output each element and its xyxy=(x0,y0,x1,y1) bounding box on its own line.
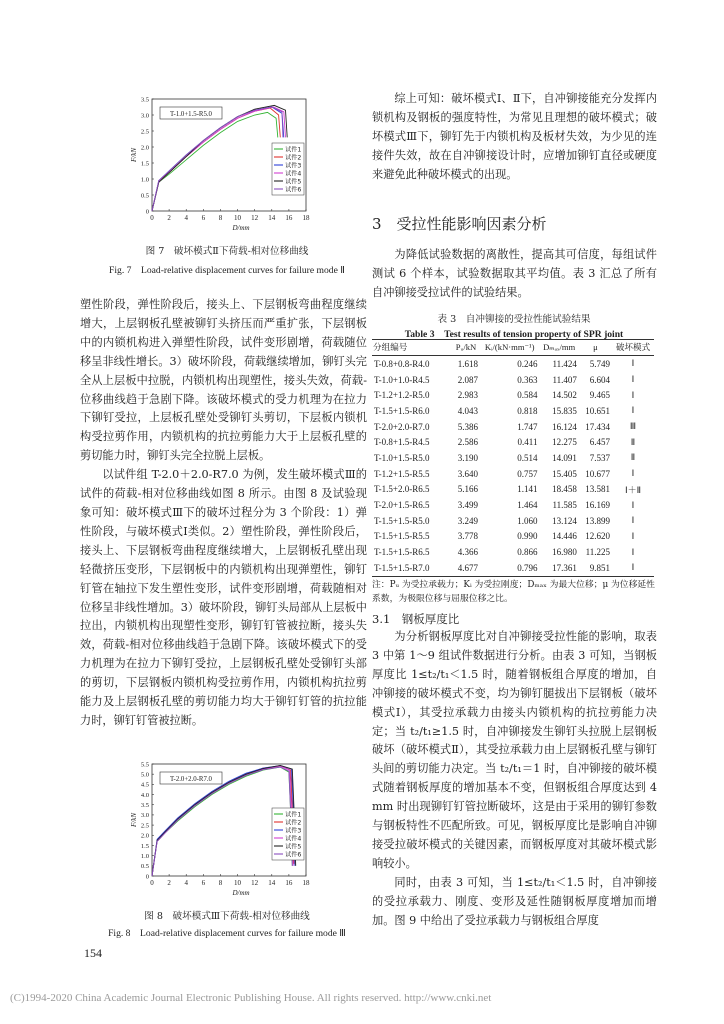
table-header-cell: 破坏模式 xyxy=(612,340,654,356)
chart-fig8-y-tick-label: 0.5 xyxy=(140,863,149,871)
table-cell: 16.124 xyxy=(552,421,577,432)
table-cell: 6.604 xyxy=(589,374,611,385)
right-paragraph-4: 同时，由表 3 可知，当 1≤t₂/t₁＜1.5 时，自冲铆接的受拉承载力、刚度、变形及延性随钢板厚度增加而增加。图 9 中给出了受拉承载力与钢板组合厚度 xyxy=(372,875,657,927)
table-row xyxy=(372,450,654,466)
right-column-top xyxy=(372,90,657,185)
chart-fig8-x-tick-label: 12 xyxy=(251,879,259,887)
chart-fig7-x-tick-label: 0 xyxy=(150,214,154,222)
chart-fig7-series-line xyxy=(152,112,278,211)
table-cell: 9.465 xyxy=(589,390,611,401)
chart-fig8-legend-label: 试件3 xyxy=(285,827,302,835)
chart-fig7-series-line xyxy=(152,107,283,211)
table-cell: 0.246 xyxy=(517,358,538,369)
table-cell: 0.796 xyxy=(480,560,539,576)
chart-fig8-y-axis-label: F/kN xyxy=(130,813,138,827)
table-cell: 2.983 xyxy=(457,390,478,401)
chart-fig7-y-axis-label: F/kN xyxy=(130,148,138,162)
figure-7-caption-cn: 图 7 破坏模式Ⅱ下荷载-相对位移曲线 xyxy=(145,246,309,257)
table-cell: T-1.5+1.5-R5.0 xyxy=(374,515,430,526)
chart-fig8-legend-label: 试件1 xyxy=(285,811,302,819)
chart-fig8-x-tick-label: 6 xyxy=(201,879,206,887)
table-cell: 18.458 xyxy=(552,484,577,495)
table-cell: Ⅰ xyxy=(631,358,635,369)
table-3 xyxy=(372,339,654,577)
chart-fig8-x-tick-label: 4 xyxy=(184,879,188,887)
table-row xyxy=(372,434,654,450)
chart-fig8-x-tick-label: 2 xyxy=(167,879,171,887)
chart-fig8-y-tick-label: 1.0 xyxy=(140,852,149,860)
table-cell: 5.749 xyxy=(589,358,611,369)
chart-fig7-y-tick-label: 0 xyxy=(145,208,149,216)
table-cell: 4.677 xyxy=(452,560,480,576)
table-cell: Ⅲ xyxy=(629,421,637,432)
chart-fig7-y-tick-label: 3.5 xyxy=(140,96,149,104)
table-cell: 0.818 xyxy=(517,405,538,416)
chart-fig8-y-tick-label: 1.5 xyxy=(140,842,149,850)
table-cell: 3.499 xyxy=(457,500,478,511)
table-header-row xyxy=(372,340,654,356)
table-cell: 0.757 xyxy=(517,468,538,479)
table-cell: T-2.0+2.0-R7.0 xyxy=(374,421,430,432)
chart-fig8-y-tick-label: 4.5 xyxy=(140,781,149,789)
table-cell: 1.618 xyxy=(457,358,478,369)
figure-8-caption-en: Fig. 8 Load-relative displacement curves for failure mode Ⅲ xyxy=(108,928,346,939)
table-cell: Ⅰ xyxy=(631,530,635,541)
table-cell: 17.361 xyxy=(539,560,578,576)
chart-fig7-legend-label: 试件1 xyxy=(285,146,302,154)
table-cell: 13.899 xyxy=(585,515,611,526)
table-row xyxy=(372,372,654,388)
table-cell: T-1.0+1.0-R4.5 xyxy=(374,374,430,385)
chart-fig7-x-tick-label: 2 xyxy=(167,214,171,222)
chart-fig8-legend-label: 试件5 xyxy=(285,843,302,851)
table-cell: 0.514 xyxy=(517,452,538,463)
table-cell: 0.411 xyxy=(517,437,538,448)
table-cell: Ⅰ xyxy=(631,515,635,526)
chart-fig7-y-tick-label: 1.0 xyxy=(140,176,149,184)
figure-8-caption-cn: 图 8 破坏模式Ⅲ下荷载-相对位移曲线 xyxy=(144,911,310,922)
table-cell: T-0.8+1.5-R4.5 xyxy=(374,437,430,448)
table-cell: 1.141 xyxy=(517,484,538,495)
table-header-cell: Dₘₐₓ/mm xyxy=(539,340,578,356)
table-cell: 4.366 xyxy=(457,547,478,558)
chart-fig7-series-line xyxy=(152,108,280,211)
table-cell: T-1.5+1.5-R6.5 xyxy=(374,547,430,558)
table-row xyxy=(372,513,654,529)
table-3-note: 注：Pᵤ 为受拉承载力；Kᵢ 为受拉刚度；Dₘₐₓ 为最大位移；μ 为位移延性系数，为极限位移与屈服位移之比。 xyxy=(372,580,655,604)
table-cell: 15.835 xyxy=(552,405,577,416)
table-cell: T-1.0+1.5-R5.0 xyxy=(374,452,430,463)
right-column-body xyxy=(372,628,657,931)
table-cell: 11.585 xyxy=(552,500,577,511)
table-header-cell: Pᵤ/kN xyxy=(452,340,480,356)
chart-fig8-y-tick-label: 0 xyxy=(145,873,149,881)
table-3-title-cn: 表 3 自冲铆接的受拉性能试验结果 xyxy=(437,314,591,325)
table-cell: Ⅰ xyxy=(631,546,635,557)
table-cell: T-0.8+0.8-R4.0 xyxy=(374,358,430,369)
table-cell: 0.584 xyxy=(517,390,538,401)
figure-7-caption-en: Fig. 7 Load-relative displacement curves for failure mode Ⅱ xyxy=(109,265,345,276)
chart-fig7-x-tick-label: 6 xyxy=(201,214,206,222)
table-cell: 6.457 xyxy=(589,437,611,448)
table-cell: 9.851 xyxy=(579,560,612,576)
table-row xyxy=(372,544,654,560)
table-header-cell: μ xyxy=(579,340,612,356)
table-cell: 11.225 xyxy=(585,547,611,558)
table-cell: 14.502 xyxy=(552,390,577,401)
chart-fig7-legend-label: 试件4 xyxy=(285,170,302,178)
chart-fig7-x-tick-label: 10 xyxy=(234,214,242,222)
chart-fig7-series-line xyxy=(152,105,287,211)
table-cell: 3.640 xyxy=(457,468,478,479)
left-paragraph-1: 塑性阶段，弹性阶段后，接头上、下层钢板弯曲程度继续增大，上层钢板孔壁被铆钉头挤压而严重扩张，下层钢板中的内锁机构进入弹塑性阶段，试件变形剧增，荷载随位移呈非线性增长。3）破坏阶段，荷载继续增加，铆钉头完全从上层板中拉脱，内锁机构出现塑性，接头失效，荷载-位移曲线趋于急剧下降。该破坏模式的受力机理为在拉力下铆钉受拉，上层板孔壁处受铆钉头剪切，下层板内锁机构受拉剪作用，内锁机构的抗拉剪能力大于上层板孔壁的剪切能力时，铆钉头完全拉脱上层板。 xyxy=(80,298,367,463)
chart-fig7-x-tick-label: 12 xyxy=(251,214,259,222)
table-cell: 3.249 xyxy=(457,515,478,526)
chart-fig8-legend-label: 试件2 xyxy=(285,819,302,827)
table-cell: Ⅱ xyxy=(630,436,636,447)
table-row xyxy=(372,387,654,403)
table-cell: 0.990 xyxy=(517,531,538,542)
section-title: 3 受拉性能影响因素分析 xyxy=(372,215,547,233)
chart-fig8-x-tick-label: 16 xyxy=(285,879,293,887)
table-row xyxy=(372,497,654,513)
table-cell: 0.866 xyxy=(517,547,538,558)
table-cell: Ⅰ xyxy=(631,499,635,510)
table-cell: 17.434 xyxy=(585,421,611,432)
right-paragraph-1: 综上可知：破坏模式Ⅰ、Ⅱ下，自冲铆接能充分发挥内锁机构及钢板的强度特性，为常见且理想的破坏模式；破坏模式Ⅲ下，铆钉先于内锁机构及板材失效，为少见的连接件失效，故在自冲铆接设计时，应增加铆钉直径或硬度来避免此种破坏模式的出现。 xyxy=(372,92,657,181)
table-row xyxy=(372,560,654,576)
table-cell: 13.581 xyxy=(585,484,611,495)
table-3-title-en: Table 3 Test results of tension property of SPR joint xyxy=(404,329,624,340)
table-cell: 0.363 xyxy=(517,374,538,385)
chart-fig8-y-tick-label: 4.0 xyxy=(140,791,149,799)
table-cell: 11.407 xyxy=(552,374,577,385)
left-column xyxy=(80,296,367,731)
figure-8-chart xyxy=(130,760,330,900)
subsection-title: 3.1 钢板厚度比 xyxy=(372,612,460,626)
right-column-intro xyxy=(372,246,657,303)
table-row xyxy=(372,403,654,419)
table-cell: 3.778 xyxy=(457,531,478,542)
table-cell: 14.446 xyxy=(552,531,577,542)
chart-fig7-legend-label: 试件6 xyxy=(285,186,302,194)
chart-fig7-y-tick-label: 3.0 xyxy=(140,112,149,120)
table-cell: 11.424 xyxy=(552,358,577,369)
chart-fig7-x-tick-label: 16 xyxy=(285,214,293,222)
chart-fig7-series-line xyxy=(152,107,284,211)
table-cell: 15.405 xyxy=(552,468,577,479)
chart-fig8-x-tick-label: 8 xyxy=(218,879,223,887)
table-cell: Ⅰ＋Ⅱ xyxy=(624,484,642,495)
chart-fig8-y-tick-label: 3.0 xyxy=(140,812,149,820)
right-paragraph-3: 为分析钢板厚度比对自冲铆接受拉性能的影响，取表 3 中第 1～9 组试件数据进行分析。由表 3 可知，当钢板厚度比 1≤t₂/t₁＜1.5 时，随着钢板组合厚度的增加，自冲铆接的破坏模式不变，均为铆钉腿拔出下层钢板（破坏模式Ⅰ），其受拉承载力由接头内锁机构的抗拉剪能力决定；当 t₂/t₁≥1.5 时，自冲铆接发生铆钉头拉脱上层钢板破坏（破坏模式Ⅱ），其受拉承载力由上层钢板孔壁与铆钉头间的剪切能力决定。当 t₂/t₁＝1 时，自冲铆接的破坏模式随着钢板厚度的增加基本不变，但钢板组合厚度达到 4 mm 时出现铆钉钉管拉断破坏，这是由于采用的铆钉参数与钢板特性不匹配所致。可见，钢板厚度比是影响自冲铆接受拉破坏模式的关键因素，而钢板厚度对其破坏模式影响较小。 xyxy=(372,630,657,870)
table-cell: 5.386 xyxy=(457,421,478,432)
chart-fig8-x-axis-label: D/mm xyxy=(232,889,250,897)
chart-fig7-x-axis-label: D/mm xyxy=(232,224,250,232)
table-row xyxy=(372,466,654,482)
chart-fig7-legend-label: 试件5 xyxy=(285,178,302,186)
table-header-cell: 分组编号 xyxy=(372,340,452,356)
right-paragraph-2: 为降低试验数据的离散性，提高其可信度，每组试件测试 6 个样本，试验数据取其平均值。表 3 汇总了所有自冲铆接受拉试件的试验结果。 xyxy=(372,248,657,299)
table-cell: Ⅰ xyxy=(631,405,635,416)
table-cell: T-1.2+1.5-R5.5 xyxy=(374,468,430,479)
table-row xyxy=(372,419,654,435)
chart-fig8-title: T-2.0+2.0-R7.0 xyxy=(170,776,212,783)
table-cell: 13.124 xyxy=(552,515,577,526)
chart-fig8-y-tick-label: 2.0 xyxy=(140,832,149,840)
chart-fig7-x-tick-label: 14 xyxy=(268,214,276,222)
table-cell: 10.651 xyxy=(585,405,611,416)
left-paragraph-2: 以试件组 T-2.0＋2.0-R7.0 为例，发生破坏模式Ⅲ的试件的荷载-相对位移曲线如图 8 所示。由图 8 及试验现象可知：破坏模式Ⅲ下的破坏过程分为 3 个阶段：1）弹性阶段，与破坏模式Ⅰ类似。2）塑性阶段，弹性阶段后，接头上、下层钢板弯曲程度继续增大，上层钢板孔壁出现轻微挤压变形，下层钢板中的内锁机构出现弹塑性，铆钉钉管在轴拉下发生塑性变形，试件变形剧增，荷载随相对位移呈非线性增加。3）破坏阶段，铆钉头局部从上层板中拉出，内锁机构出现塑性变形，铆钉钉管被拉断，接头失效，荷载-相对位移曲线趋于急剧下降。该破坏模式下的受力机理为在拉力下铆钉受拉，上层钢板孔壁处受铆钉头部的剪切，下层钢板内锁机构受拉剪作用，内锁机构抗拉剪能力及上层钢板孔壁的剪切能力均大于铆钉钉管的抗拉能力时，铆钉钉管被拉断。 xyxy=(80,468,367,727)
table-cell: 4.043 xyxy=(457,405,478,416)
table-cell: 2.087 xyxy=(457,374,478,385)
chart-fig7-x-tick-label: 4 xyxy=(184,214,188,222)
chart-fig7-title: T-1.0+1.5-R5.0 xyxy=(170,111,212,118)
chart-fig8-y-tick-label: 5.0 xyxy=(140,771,149,779)
table-cell: Ⅰ xyxy=(612,560,654,576)
table-cell: 1.060 xyxy=(517,515,538,526)
table-cell: 1.747 xyxy=(517,421,538,432)
chart-fig8-x-tick-label: 0 xyxy=(150,879,154,887)
table-cell: 3.190 xyxy=(457,452,478,463)
table-cell: Ⅰ xyxy=(631,468,635,479)
table-cell: T-1.5+1.5-R7.0 xyxy=(372,560,452,576)
chart-fig7-y-tick-label: 2.0 xyxy=(140,144,149,152)
table-cell: T-1.2+1.2-R5.0 xyxy=(374,390,430,401)
table-cell: 5.166 xyxy=(457,484,478,495)
table-cell: T-2.0+1.5-R6.5 xyxy=(374,500,430,511)
table-cell: 2.586 xyxy=(457,437,478,448)
table-cell: 16.980 xyxy=(552,547,577,558)
table-cell: 16.169 xyxy=(585,500,611,511)
chart-fig8-x-tick-label: 14 xyxy=(268,879,276,887)
chart-fig7-y-tick-label: 0.5 xyxy=(140,192,149,200)
table-header-cell: Kᵢ/(kN·mm⁻¹) xyxy=(480,340,539,356)
table-cell: 7.537 xyxy=(589,452,611,463)
table-cell: T-1.5+2.0-R6.5 xyxy=(374,484,430,495)
chart-fig7-y-tick-label: 2.5 xyxy=(140,128,149,136)
table-cell: Ⅰ xyxy=(631,389,635,400)
chart-fig7-series-line xyxy=(152,107,286,211)
figure-7-chart xyxy=(130,95,330,235)
table-cell: 1.464 xyxy=(517,500,538,511)
table-row xyxy=(372,529,654,545)
chart-fig8-y-tick-label: 2.5 xyxy=(140,822,149,830)
table-cell: Ⅱ xyxy=(630,452,636,463)
table-cell: 10.677 xyxy=(585,468,611,479)
chart-fig7-x-tick-label: 8 xyxy=(218,214,223,222)
table-cell: T-1.5+1.5-R5.5 xyxy=(374,531,430,542)
copyright-footer: (C)1994-2020 China Academic Journal Electronic Publishing House. All rights reserved. http://www.cnki.net xyxy=(10,992,492,1004)
chart-fig8-y-tick-label: 3.5 xyxy=(140,802,149,810)
chart-fig8-x-tick-label: 10 xyxy=(234,879,242,887)
chart-fig7-legend-label: 试件2 xyxy=(285,154,302,162)
table-cell: 12.620 xyxy=(585,531,611,542)
page-number: 154 xyxy=(84,946,102,960)
chart-fig7-x-tick-label: 18 xyxy=(302,214,310,222)
table-cell: 12.275 xyxy=(552,437,577,448)
chart-fig7-legend-label: 试件3 xyxy=(285,162,302,170)
table-cell: Ⅰ xyxy=(631,374,635,385)
chart-fig7-y-tick-label: 1.5 xyxy=(140,160,149,168)
chart-fig8-legend-label: 试件4 xyxy=(285,835,302,843)
table-cell: 14.091 xyxy=(552,452,577,463)
chart-fig8-x-tick-label: 18 xyxy=(302,879,310,887)
table-cell: T-1.5+1.5-R6.0 xyxy=(374,405,430,416)
chart-fig8-legend-label: 试件6 xyxy=(285,851,302,859)
chart-fig8-y-tick-label: 5.5 xyxy=(140,761,149,769)
table-row xyxy=(372,356,654,372)
table-row xyxy=(372,482,654,498)
